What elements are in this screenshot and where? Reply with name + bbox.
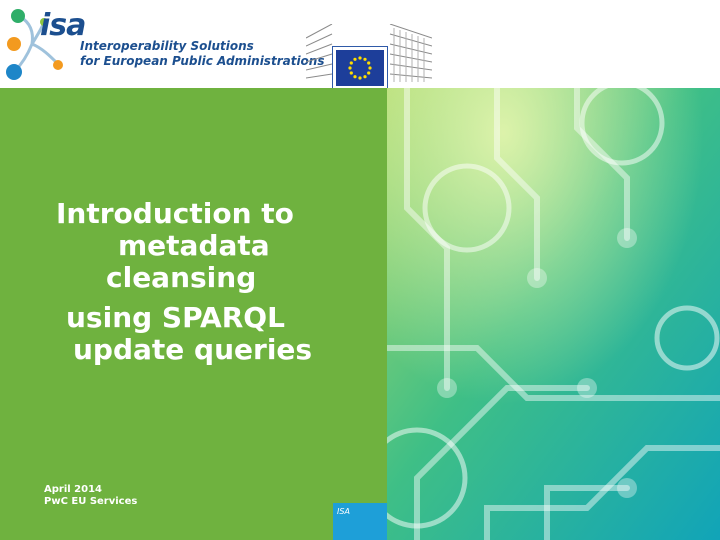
- title-line-1: Introduction to: [56, 197, 294, 230]
- title-line-2: metadata: [118, 229, 270, 262]
- circuit-background-image: [387, 88, 720, 540]
- header-bar: [0, 0, 720, 88]
- isa-wordmark: isa: [40, 8, 86, 43]
- presentation-date: April 2014: [44, 484, 102, 495]
- title-line-5: update queries: [73, 333, 313, 366]
- title-line-3: cleansing: [106, 261, 257, 294]
- isa-tag-label: ISA: [337, 507, 350, 516]
- isa-logo: [4, 4, 325, 84]
- presenter-organisation: PwC EU Services: [44, 496, 138, 507]
- isa-footer-tag: [333, 503, 387, 540]
- isa-tagline-2: for European Public Administrations: [80, 54, 325, 68]
- eu-flag-icon: [336, 50, 384, 86]
- isa-tagline-1: Interoperability Solutions: [80, 39, 254, 53]
- presentation-title: [40, 196, 370, 368]
- title-line-4: using SPARQL: [66, 301, 285, 334]
